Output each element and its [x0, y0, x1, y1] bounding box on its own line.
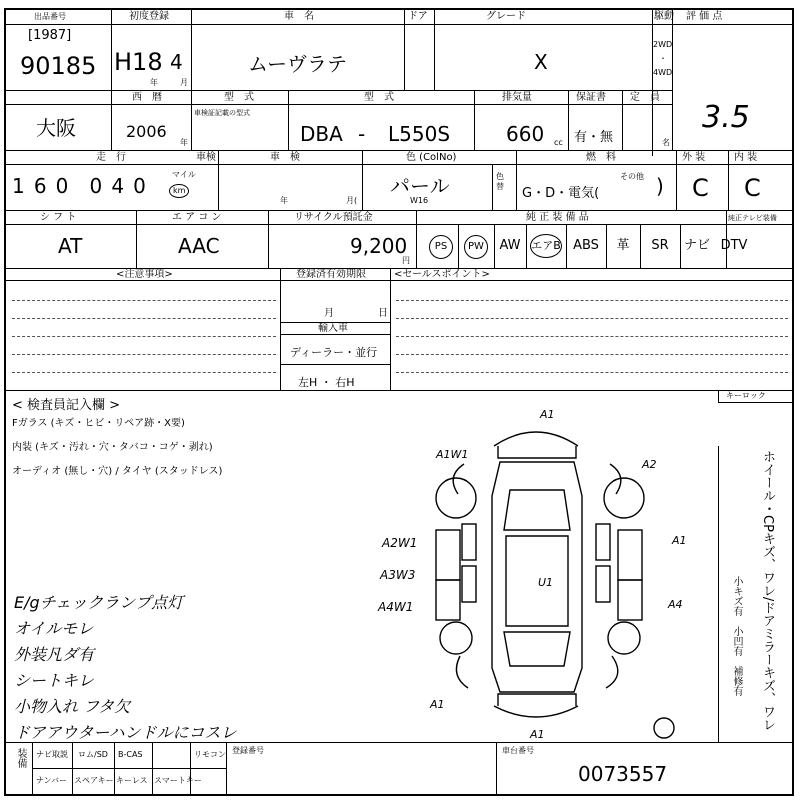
number-label: ナンバー	[36, 776, 68, 785]
handwritten-notes	[14, 590, 237, 746]
damage-mark-a3w3: A3W3	[380, 568, 416, 582]
drive-4wd: 4WD	[653, 68, 673, 77]
grade-label: グレード	[486, 11, 526, 22]
month-unit: 月	[180, 78, 188, 87]
handwritten-note: E/gチェックランプ点灯	[14, 593, 184, 612]
mile-unit: マイル	[172, 170, 196, 179]
exterior-label: 外 装	[682, 152, 706, 163]
smart-key-label: スマートキー	[154, 776, 202, 785]
km-unit: km	[169, 184, 189, 198]
inspection-prefix-label: 車検	[196, 152, 216, 163]
mileage-digit: 1	[12, 174, 25, 198]
damage-mark: U1	[538, 576, 554, 589]
first-reg-era: H18	[114, 48, 163, 76]
damage-mark-a4w1: A4W1	[378, 600, 414, 614]
equipment-sr: SR	[651, 238, 669, 253]
fuel-other: その他	[620, 172, 644, 181]
lot-number: 90185	[20, 52, 97, 80]
equipment-footer-label: 装備	[15, 748, 26, 768]
drive-2wd: 2WD	[653, 40, 673, 49]
model-year: 2006	[126, 122, 167, 141]
lot-number-label: 出品番号	[34, 12, 66, 21]
shift-label: シ フ ト	[40, 212, 77, 223]
ac-label: エ ア コ ン	[172, 212, 222, 223]
mileage-digit: 0	[133, 174, 146, 198]
damage-mark: A1	[530, 728, 545, 741]
fuel-label: 燃 料	[586, 152, 616, 163]
color-label: 色 (ColNo)	[406, 152, 457, 163]
inspection-month-unit: 月(	[346, 196, 358, 205]
remote-label: リモコン	[194, 750, 226, 759]
equipment-pw: PW	[464, 235, 488, 259]
warranty-label: 保証書	[576, 92, 606, 103]
first-reg-label: 初度登録	[129, 11, 169, 22]
damage-mark: A4	[668, 598, 683, 611]
equipment-list	[424, 234, 794, 262]
audio-line: オーディオ (無し・穴) / タイヤ (スタッドレス)	[12, 466, 223, 477]
chassis-label: 車台番号	[502, 746, 534, 755]
reg-month-unit: 月	[324, 308, 334, 319]
cc-unit: cc	[554, 138, 563, 147]
ac: AAC	[178, 234, 220, 258]
capacity-unit: 名	[662, 138, 670, 147]
displacement-label: 排気量	[502, 92, 532, 103]
model-dash: -	[358, 122, 366, 146]
yen-unit: 円	[402, 256, 410, 265]
keyless-label: キーレス	[116, 776, 148, 785]
color-change-label: 色替	[496, 172, 504, 191]
windshield-line: Fガラス (キズ・ヒビ・リペア跡・X要)	[12, 418, 185, 429]
damage-mark: A2	[642, 458, 657, 471]
model-note: 車検証記載の型式	[194, 109, 250, 117]
inspection-label: 車 検	[270, 152, 300, 163]
interior-label: 内 装	[734, 152, 758, 163]
equipment-navi: ナビ	[683, 238, 710, 253]
recycle-label: リサイクル預託金	[294, 212, 373, 223]
equipment-label: 純 正 装 備 品	[526, 212, 589, 223]
equipment-abs: ABS	[573, 238, 599, 253]
region-label: 西 暦	[132, 92, 162, 103]
door-label: ドア	[408, 11, 428, 22]
sales-point-label: <セールスポイント>	[394, 269, 490, 280]
displacement: 660	[506, 122, 545, 146]
warranty: 有・無	[574, 130, 614, 145]
side-label: ホイール・CPキズ、ワレ/ドアミラーキズ、ワレ	[760, 450, 775, 732]
equipment-aw: AW	[499, 238, 521, 253]
auction-sheet	[4, 8, 794, 796]
color: パール	[390, 174, 450, 198]
spare-key-label: スペアキー	[74, 776, 114, 785]
equipment-leather: 革	[616, 238, 630, 253]
grade: X	[534, 50, 548, 74]
first-reg-month: 4	[170, 50, 183, 74]
inspector-title: < 検査員記入欄 >	[12, 398, 121, 413]
handwritten-note: ドアアウターハンドルにコスレ	[14, 723, 237, 742]
drive-dot: ・	[659, 54, 667, 63]
navi-manual-label: ナビ取説	[36, 750, 68, 759]
shift: AT	[58, 234, 83, 258]
handwritten-note: 小物入れ フタ欠	[14, 697, 130, 716]
model-label: 型 式	[364, 92, 394, 103]
mileage-digit: 4	[111, 174, 125, 198]
region: 大阪	[36, 116, 76, 140]
equipment-ps: PS	[429, 235, 453, 259]
reg-day-unit: 日	[378, 308, 388, 319]
bcas-label: B-CAS	[118, 750, 143, 759]
handwritten-note: オイルモレ	[14, 619, 94, 638]
model-year-label: 型 式	[224, 92, 254, 103]
capacity-label: 定 員	[630, 92, 660, 103]
rom-label: ロム/SD	[78, 750, 108, 759]
caution-label: <注意事項>	[116, 269, 173, 280]
year-unit: 年	[150, 78, 158, 87]
mileage-digit: 0	[89, 174, 103, 198]
damage-mark-a2w1: A2W1	[382, 536, 418, 550]
lot-year: [1987]	[28, 28, 72, 43]
mileage-digit: 0	[55, 174, 69, 198]
tv-label: 純正テレビ装備	[728, 214, 777, 222]
damage-mark: A1	[430, 698, 445, 711]
fuel-close: )	[656, 174, 664, 198]
mileage-label: 走 行	[96, 152, 126, 163]
car-name: ムーヴラテ	[248, 52, 347, 76]
dealer-label: ディーラー・並行	[290, 346, 378, 359]
damage-mark: A1W1	[436, 448, 469, 461]
interior-line: 内装 (キズ・汚れ・穴・タバコ・コゲ・剥れ)	[12, 442, 213, 453]
chassis-number: 0073557	[578, 762, 668, 786]
handle-label: 左H ・ 右H	[298, 376, 355, 389]
reg-expiry-label: 登録済有効期限	[296, 269, 366, 280]
inspection-year-unit: 年	[280, 196, 288, 205]
front-bumper	[494, 432, 578, 446]
recycle-amount: 9,200	[350, 234, 408, 258]
import-label: 輸入車	[318, 323, 348, 334]
registration-label: 登録番号	[232, 746, 264, 755]
car-name-label: 車 名	[284, 11, 314, 22]
interior-grade: C	[744, 174, 761, 202]
model-code: L550S	[388, 122, 451, 146]
car-diagram	[406, 406, 706, 742]
mileage-digit: 6	[33, 174, 47, 198]
keylock-label: キーロック	[726, 391, 766, 400]
fuel: G・D・電気(	[522, 186, 600, 201]
handwritten-note: 外装凡ダ有	[14, 645, 95, 664]
side-sub: 小キズ有 小凹有 補修有	[731, 576, 742, 696]
model-prefix: DBA	[300, 122, 343, 146]
equipment-dtv: DTV	[720, 238, 748, 253]
exterior-grade: C	[692, 174, 709, 202]
mileage-digits	[12, 174, 146, 198]
color-code: W16	[410, 196, 429, 205]
damage-mark: A1	[672, 534, 687, 547]
model-year-unit: 年	[180, 138, 188, 147]
handwritten-note: シートキレ	[14, 671, 94, 690]
score: 3.5	[702, 100, 750, 135]
score-label: 評 価 点	[686, 11, 723, 22]
drive-label: 駆動	[654, 11, 674, 22]
damage-mark: A1	[540, 408, 555, 421]
equipment-airbag: エアB	[530, 234, 562, 258]
